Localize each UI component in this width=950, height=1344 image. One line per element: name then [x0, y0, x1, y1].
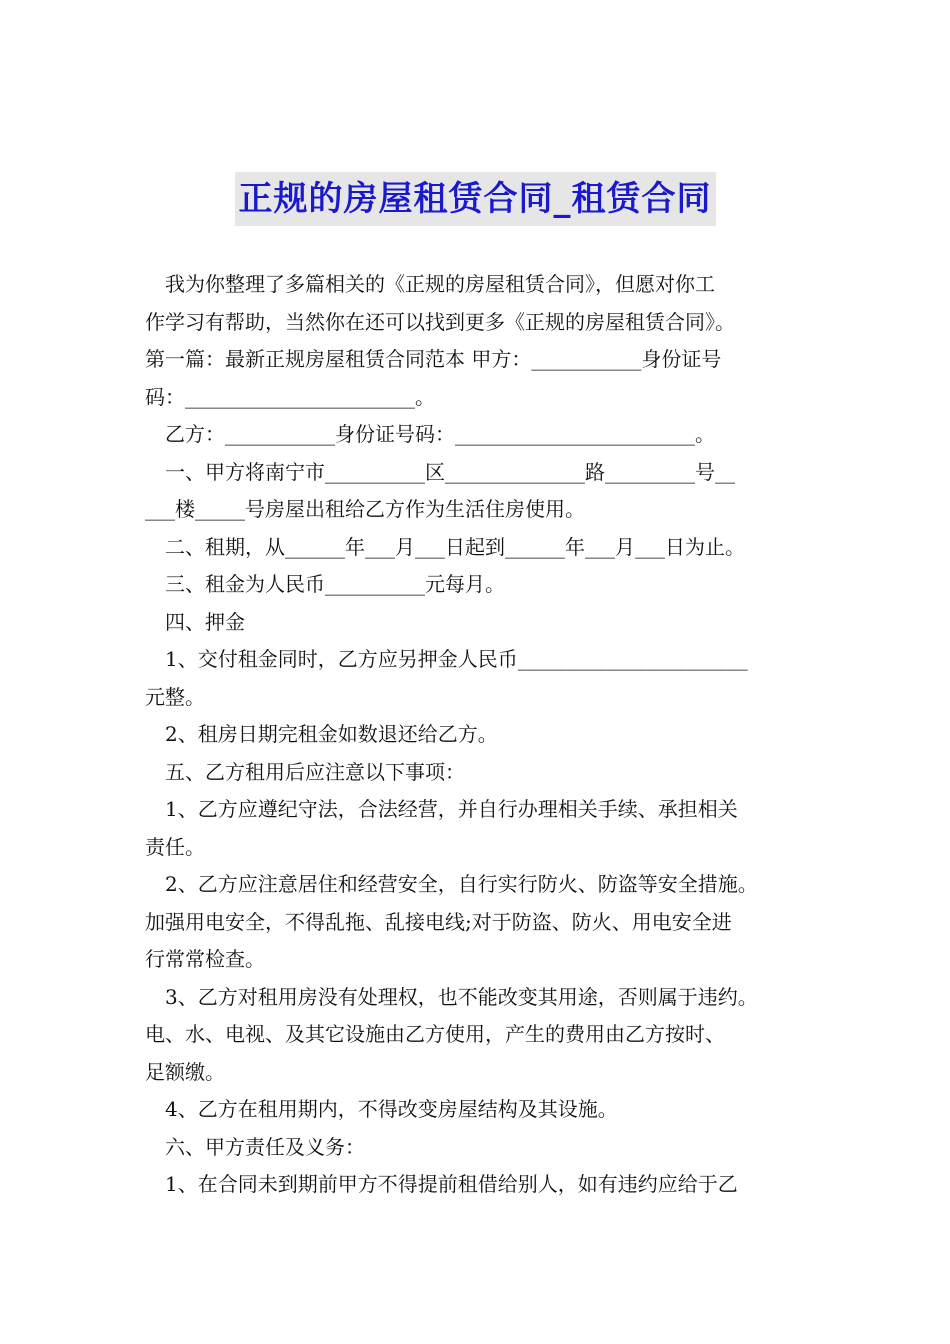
text-line: 第一篇：最新正规房屋租赁合同范本 甲方：___________身份证号: [145, 347, 722, 371]
document-body: [145, 266, 815, 1204]
text-line: 加强用电安全，不得乱拖、乱接电线;对于防盗、防火、用电安全进: [145, 909, 732, 934]
text-line: 一、甲方将南宁市__________区______________路_________号__: [165, 459, 735, 484]
text-line: 4、乙方在租用期内，不得改变房屋结构及其设施。: [165, 1097, 618, 1121]
title-container: [0, 172, 950, 226]
text-line: 五、乙方租用后应注意以下事项：: [165, 759, 465, 784]
text-line: 3、乙方对租用房没有处理权，也不能改变其用途，否则属于违约。: [165, 984, 758, 1009]
text-line: 1、在合同未到期前甲方不得提前租借给别人，如有违约应给于乙: [165, 1172, 738, 1196]
text-line: 四、押金: [165, 609, 245, 634]
text-line: 责任。: [145, 834, 205, 859]
text-line: 二、租期，从______年___月___日起到______年___月___日为止。: [165, 534, 745, 559]
text-line: 码：_______________________。: [145, 384, 435, 409]
text-line: 电、水、电视、及其它设施由乙方使用，产生的费用由乙方按时、: [145, 1022, 725, 1046]
text-line: 作学习有帮助，当然你在还可以找到更多《正规的房屋租赁合同》。: [145, 309, 735, 334]
text-line: 元整。: [145, 684, 205, 709]
text-line: 1、乙方应遵纪守法，合法经营，并自行办理相关手续、承担相关: [165, 797, 738, 821]
text-line: 六、甲方责任及义务：: [165, 1134, 365, 1159]
text-line: 1、交付租金同时，乙方应另押金人民币_______________________: [165, 647, 748, 671]
text-line: 乙方：___________身份证号码：________________________。: [165, 422, 715, 446]
document-title: 正规的房屋租赁合同_租赁合同: [235, 172, 716, 226]
text-line: 2、乙方应注意居住和经营安全，自行实行防火、防盗等安全措施。: [165, 872, 758, 896]
text-line: 行常常检查。: [145, 947, 265, 971]
text-line: 三、租金为人民币__________元每月。: [165, 572, 505, 596]
text-line: 我为你整理了多篇相关的《正规的房屋租赁合同》，但愿对你工: [165, 272, 715, 296]
text-line: 2、租房日期完租金如数退还给乙方。: [165, 722, 498, 746]
text-line: 足额缴。: [145, 1059, 225, 1084]
text-line: ___楼_____号房屋出租给乙方作为生活住房使用。: [145, 497, 585, 521]
